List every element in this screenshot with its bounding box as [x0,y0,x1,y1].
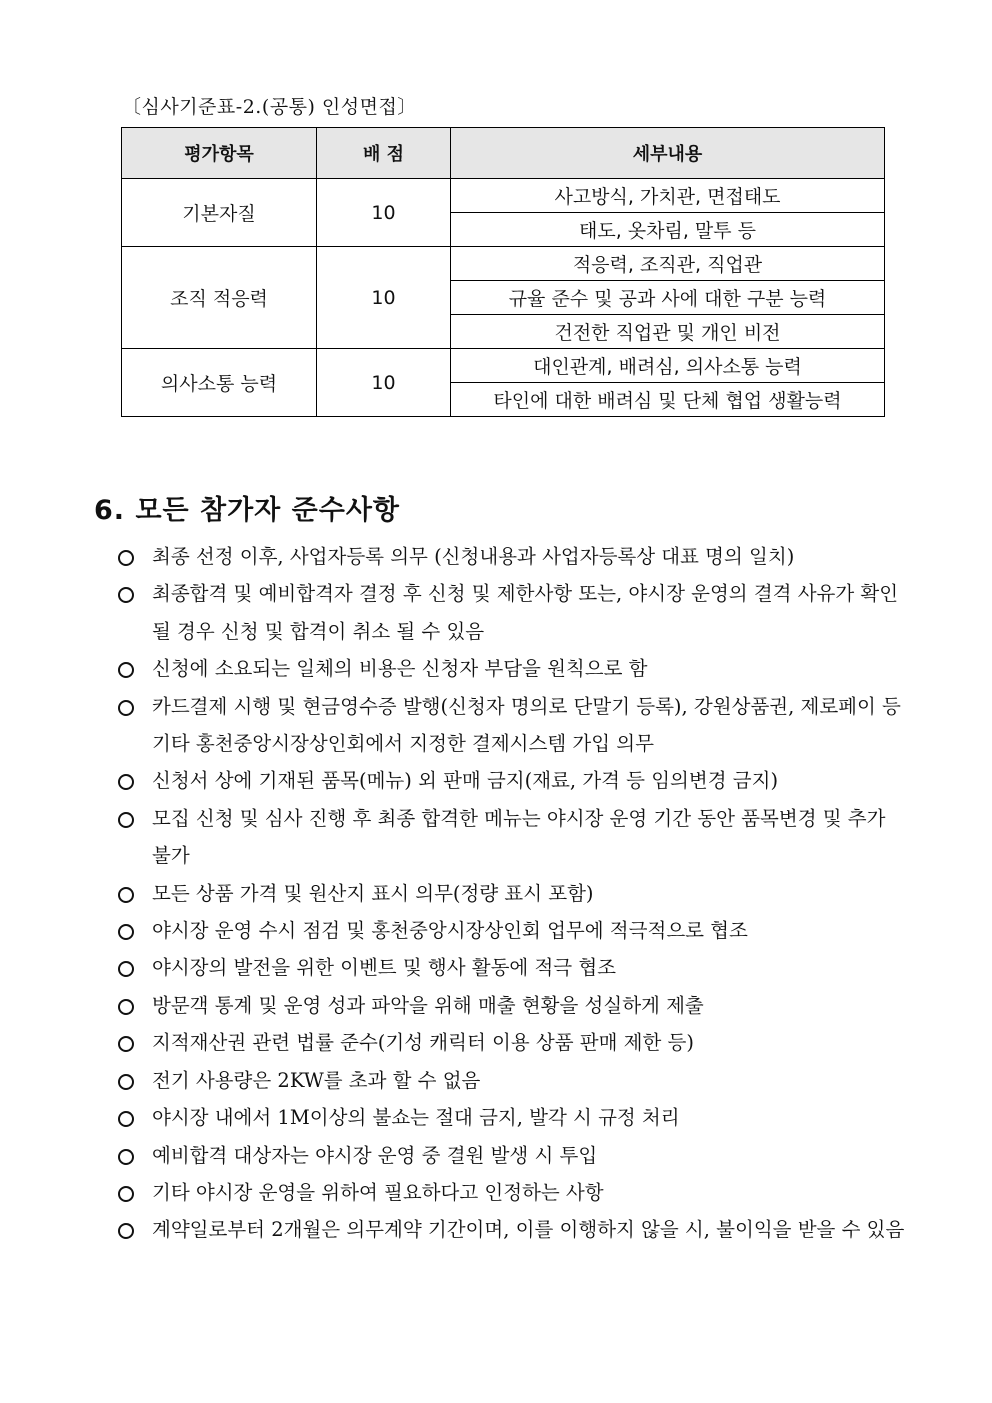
rule-text: 카드결제 시행 및 현금영수증 발행(신청자 명의로 단말기 등록), 강원상품권, 제로페이 등 기타 홍천중앙시장상인회에서 지정한 결제시스템 가입 의무 [152,694,901,756]
score-cell: 10 [317,349,451,417]
list-item [118,1174,908,1211]
circle-bullet-icon [118,999,134,1015]
circle-bullet-icon [118,924,134,940]
rule-text: 야시장의 발전을 위한 이벤트 및 행사 활동에 적극 협조 [152,956,617,980]
table-header-row [122,128,885,179]
circle-bullet-icon [118,1223,134,1239]
rule-text: 방문객 통계 및 운영 성과 파악을 위해 매출 현황을 성실하게 제출 [152,993,704,1017]
list-item [118,1211,908,1248]
list-item [118,987,908,1024]
rule-text: 야시장 내에서 1M이상의 불쇼는 절대 금지, 발각 시 규정 처리 [152,1106,680,1130]
score-cell: 10 [317,179,451,247]
list-item [118,688,908,763]
score-cell: 10 [317,247,451,349]
section-title: 6. 모든 참가자 준수사항 [94,495,400,526]
list-item [118,1137,908,1174]
detail-cell: 타인에 대한 배려심 및 단체 협업 생활능력 [451,383,885,417]
table-caption: 〔심사기준표-2.(공통) 인성면접〕 [122,96,417,118]
circle-bullet-icon [118,812,134,828]
rule-text: 최종 선정 이후, 사업자등록 의무 (신청내용과 사업자등록상 대표 명의 일치) [152,545,795,568]
circle-bullet-icon [118,1036,134,1052]
circle-bullet-icon [118,961,134,977]
detail-cell: 적응력, 조직관, 직업관 [451,247,885,281]
circle-bullet-icon [118,1111,134,1127]
list-item [118,912,908,949]
rule-text: 예비합격 대상자는 야시장 운영 중 결원 발생 시 투입 [152,1143,598,1167]
list-item [118,762,908,799]
rule-text: 지적재산권 관련 법률 준수(기성 캐릭터 이용 상품 판매 제한 등) [152,1031,694,1055]
circle-bullet-icon [118,662,134,678]
header-details: 세부내용 [451,128,885,179]
detail-cell: 대인관계, 배려심, 의사소통 능력 [451,349,885,383]
rules-list [118,538,908,1249]
list-item [118,575,908,650]
rule-text: 신청서 상에 기재된 품목(메뉴) 외 판매 금지(재료, 가격 등 임의변경 금지) [152,769,779,793]
circle-bullet-icon [118,587,134,603]
circle-bullet-icon [118,700,134,716]
circle-bullet-icon [118,1074,134,1090]
rule-text: 기타 야시장 운영을 위하여 필요하다고 인정하는 사항 [152,1180,604,1204]
rule-text: 전기 사용량은 2KW를 초과 할 수 없음 [152,1068,481,1092]
list-item [118,650,908,687]
detail-cell: 사고방식, 가치관, 면접태도 [451,179,885,213]
circle-bullet-icon [118,1186,134,1202]
list-item [118,949,908,986]
detail-cell: 규율 준수 및 공과 사에 대한 구분 능력 [451,281,885,315]
header-item: 평가항목 [122,128,317,179]
circle-bullet-icon [118,550,134,566]
rule-text: 신청에 소요되는 일체의 비용은 신청자 부담을 원칙으로 함 [152,657,648,681]
header-score: 배 점 [317,128,451,179]
table-row [122,179,885,213]
evaluation-table [121,127,885,417]
circle-bullet-icon [118,774,134,790]
item-cell: 의사소통 능력 [122,349,317,417]
list-item [118,1099,908,1136]
rule-text: 모든 상품 가격 및 원산지 표시 의무(정량 표시 포함) [152,881,594,905]
circle-bullet-icon [118,1149,134,1165]
list-item [118,875,908,912]
rule-text: 야시장 운영 수시 점검 및 홍천중앙시장상인회 업무에 적극적으로 협조 [152,919,748,943]
list-item [118,538,908,575]
rule-text: 최종합격 및 예비합격자 결정 후 신청 및 제한사항 또는, 야시장 운영의 결격 사유가 확인 될 경우 신청 및 합격이 취소 될 수 있음 [152,582,899,643]
table-row [122,349,885,383]
list-item [118,1024,908,1061]
rule-text: 계약일로부터 2개월은 의무계약 기간이며, 이를 이행하지 않을 시, 불이익을 받을 수 있음 [152,1218,905,1242]
list-item [118,1062,908,1099]
detail-cell: 태도, 옷차림, 말투 등 [451,213,885,247]
table-row [122,247,885,281]
item-cell: 조직 적응력 [122,247,317,349]
list-item [118,800,908,875]
circle-bullet-icon [118,887,134,903]
item-cell: 기본자질 [122,179,317,247]
rule-text: 모집 신청 및 심사 진행 후 최종 합격한 메뉴는 야시장 운영 기간 동안 품목변경 및 추가 불가 [152,806,886,868]
detail-cell: 건전한 직업관 및 개인 비전 [451,315,885,349]
